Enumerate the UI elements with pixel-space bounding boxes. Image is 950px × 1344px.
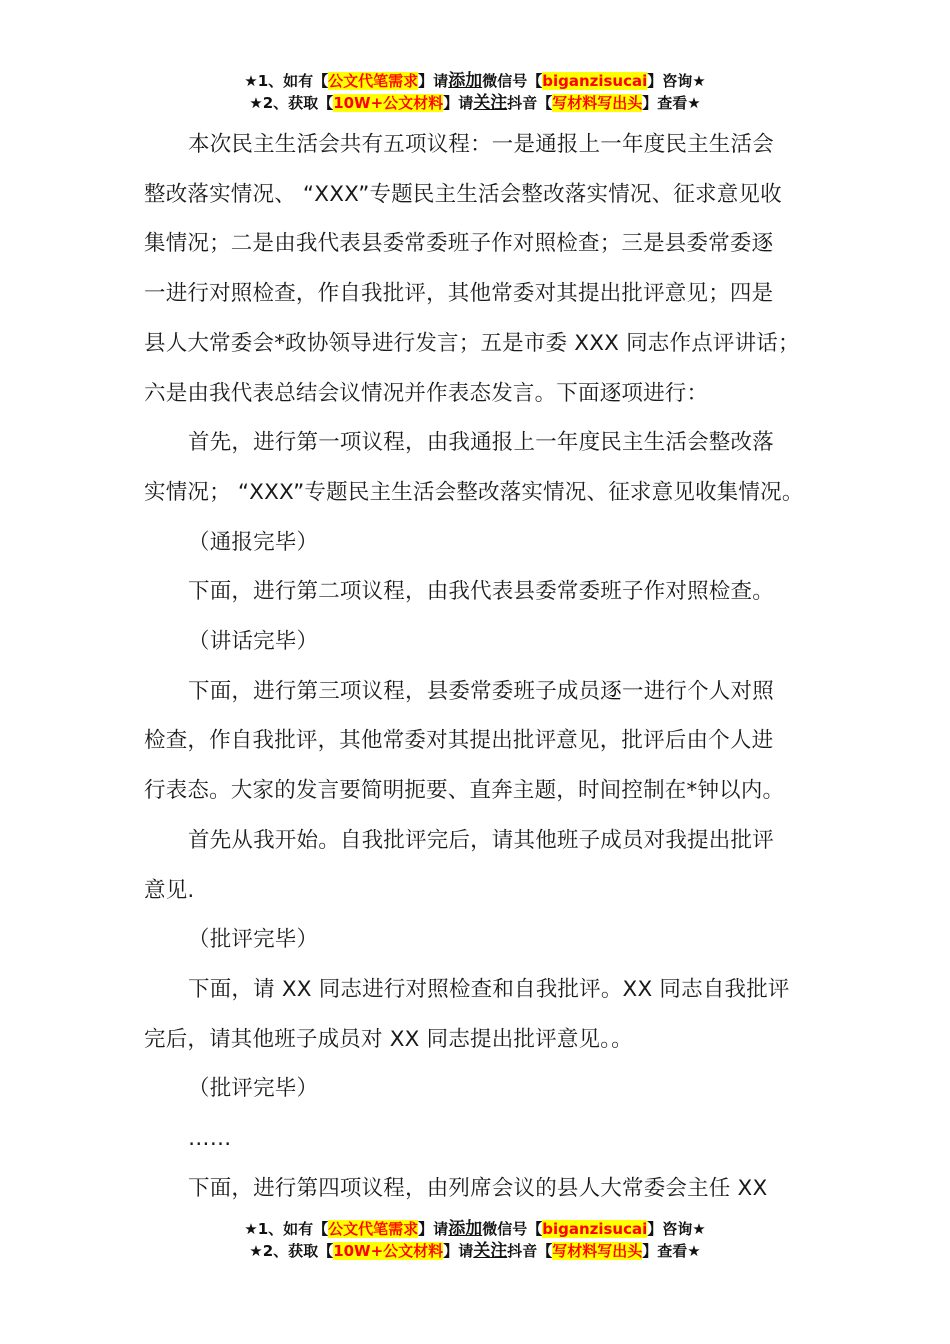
body-line: 检查，作自我批评，其他常委对其提出批评意见，批评后由个人进 <box>144 728 774 754</box>
body-line: 首先从我开始。自我批评完后，请其他班子成员对我提出批评 <box>188 827 774 853</box>
body-line: （讲话完毕） <box>188 629 319 655</box>
banner-line-1 <box>0 70 950 92</box>
body-line: 下面，进行第二项议程，由我代表县委常委班子作对照检查。 <box>188 579 774 605</box>
highlight-text: 写材料写出头 <box>552 1242 643 1260</box>
body-line: 整改落实情况、 “XXX”专题民主生活会整改落实情况、征求意见收 <box>144 181 782 207</box>
highlight-text: 10W+公文材料 <box>333 94 444 112</box>
banner-text: ★2、获取【 <box>249 94 334 112</box>
highlight-text: biganzisucai <box>542 72 648 90</box>
banner-line-2 <box>0 1240 950 1262</box>
body-line: 六是由我代表总结会议情况并作表态发言。下面逐项进行： <box>144 380 709 406</box>
body-line: …… <box>188 1126 232 1152</box>
banner-text: 抖音【 <box>507 1242 553 1260</box>
body-line: 一进行对照检查，作自我批评，其他常委对其提出批评意见；四是 <box>144 281 774 307</box>
body-line: 首先，进行第一项议程，由我通报上一年度民主生活会整改落 <box>188 430 774 456</box>
body-line: 县人大常委会*政协领导进行发言；五是市委 XXX 同志作点评讲话； <box>144 330 800 356</box>
banner-text: ★2、获取【 <box>249 1242 334 1260</box>
underlined-text: 关注 <box>473 93 508 113</box>
body-line: 实情况； “XXX”专题民主生活会整改落实情况、征求意见收集情况。 <box>144 479 804 505</box>
banner-text: 微信号【 <box>482 72 543 90</box>
banner-text: ★1、如有【 <box>244 1220 329 1238</box>
body-line: 意见. <box>144 877 195 903</box>
header-banner <box>0 70 950 114</box>
highlight-text: 公文代笔需求 <box>328 1220 419 1238</box>
banner-line-2 <box>0 92 950 114</box>
banner-text: 】请 <box>418 72 449 90</box>
body-line: 集情况；二是由我代表县委常委班子作对照检查；三是县委常委逐 <box>144 231 774 257</box>
banner-text: 微信号【 <box>482 1220 543 1238</box>
body-line: （通报完毕） <box>188 529 319 555</box>
underlined-text: 添加 <box>448 71 483 91</box>
body-line: 本次民主生活会共有五项议程：一是通报上一年度民主生活会 <box>188 132 774 157</box>
body-line: 下面，进行第四项议程，由列席会议的县人大常委会主任 XX <box>188 1175 768 1201</box>
body-line: （批评完毕） <box>188 1076 319 1102</box>
banner-text: 抖音【 <box>507 94 553 112</box>
body-line: 下面，请 XX 同志进行对照检查和自我批评。XX 同志自我批评 <box>188 976 790 1002</box>
banner-text: ★1、如有【 <box>244 72 329 90</box>
banner-text: 】请 <box>443 94 474 112</box>
banner-text: 】查看★ <box>642 1242 701 1260</box>
banner-text: 】请 <box>418 1220 449 1238</box>
highlight-text: 写材料写出头 <box>552 94 643 112</box>
banner-text: 】请 <box>443 1242 474 1260</box>
banner-line-1 <box>0 1218 950 1240</box>
body-line: 行表态。大家的发言要简明扼要、直奔主题，时间控制在*钟以内。 <box>144 778 785 804</box>
banner-text: 】咨询★ <box>647 1220 706 1238</box>
highlight-text: 公文代笔需求 <box>328 72 419 90</box>
banner-text: 】咨询★ <box>647 72 706 90</box>
footer-banner <box>0 1218 950 1262</box>
underlined-text: 关注 <box>473 1241 508 1261</box>
body-line: 完后，请其他班子成员对 XX 同志提出批评意见。。 <box>144 1026 633 1052</box>
body-line: （批评完毕） <box>188 927 319 953</box>
banner-text: 】查看★ <box>642 94 701 112</box>
highlight-text: 10W+公文材料 <box>333 1242 444 1260</box>
underlined-text: 添加 <box>448 1219 483 1239</box>
document-body <box>144 120 814 1213</box>
highlight-text: biganzisucai <box>542 1220 648 1238</box>
body-line: 下面，进行第三项议程，县委常委班子成员逐一进行个人对照 <box>188 678 774 704</box>
